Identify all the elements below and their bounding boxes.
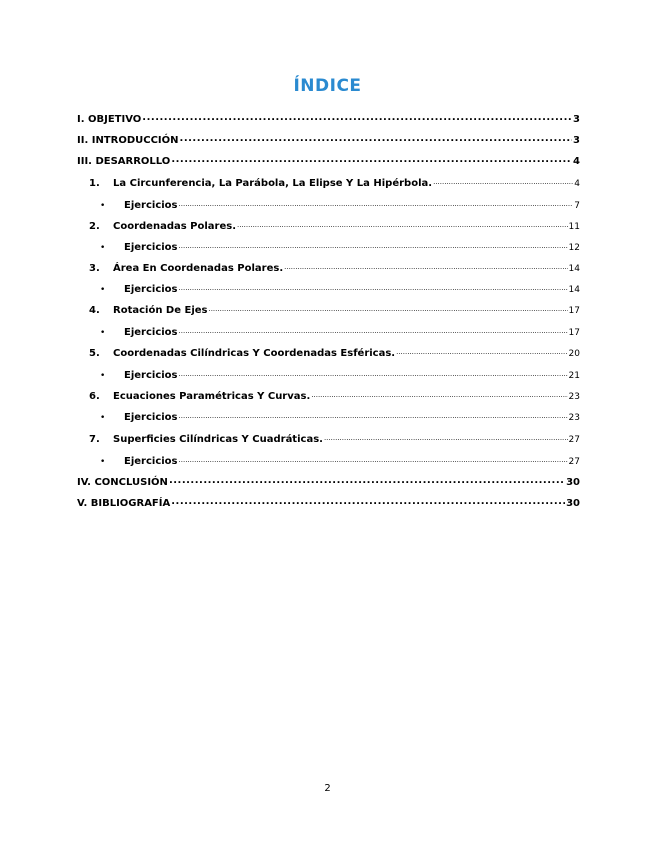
toc-dot-leader [142,112,572,123]
toc-page-number: 12 [568,243,580,253]
toc-dot-leader [324,432,568,443]
toc-page-number: 23 [568,413,580,423]
toc-page-number: 30 [566,498,580,509]
page-number: 2 [324,783,331,794]
toc-entry-introduccion[interactable] [77,135,580,151]
toc-entry-label: Ejercicios [124,327,178,338]
toc-dot-leader [179,325,568,336]
toc-entry-label: La Circunferencia, La Parábola, La Elipse Y La Hipérbola. [113,178,433,189]
toc-dot-leader [311,389,567,400]
toc-entry-label: Superficies Cilíndricas Y Cuadráticas. [113,434,323,445]
toc-entry-ejercicios-1[interactable] [77,200,580,216]
toc-entry-section-4[interactable] [77,305,580,321]
toc-page-number: 11 [568,222,580,232]
toc-dot-leader [179,240,568,251]
toc-dot-leader [179,282,568,293]
toc-entry-number: 4. [89,305,100,316]
bullet-icon: • [100,243,106,253]
toc-entry-section-3[interactable] [77,263,580,279]
toc-entry-objetivo[interactable] [77,114,580,130]
toc-entry-label: Ejercicios [124,242,178,253]
toc-dot-leader [284,261,567,272]
bullet-icon: • [100,457,106,467]
toc-page-number: 3 [573,135,580,146]
toc-entry-label: Rotación De Ejes [113,305,208,316]
toc-entry-number: 1. [89,178,100,189]
toc-page-number: 30 [566,477,580,488]
toc-page-number: 7 [574,201,580,211]
toc-dot-leader [179,454,568,465]
toc-entry-section-6[interactable] [77,391,580,407]
toc-entry-section-7[interactable] [77,434,580,450]
toc-dot-leader [433,176,573,187]
toc-entry-label: IV. CONCLUSIÓN [77,477,168,488]
toc-entry-section-1[interactable] [77,178,580,194]
toc-page-number: 14 [568,264,580,274]
toc-entry-ejercicios-4[interactable] [77,327,580,343]
toc-entry-ejercicios-2[interactable] [77,242,580,258]
toc-page-number: 4 [574,179,580,189]
toc-entry-number: 2. [89,221,100,232]
toc-entry-desarrollo[interactable] [77,156,580,172]
toc-entry-conclusion[interactable] [77,477,580,493]
toc-entry-label: Área En Coordenadas Polares. [113,263,284,274]
toc-dot-leader [171,496,565,507]
toc-page-number: 17 [568,328,580,338]
toc-entry-label: Ejercicios [124,412,178,423]
toc-entry-label: Ejercicios [124,284,178,295]
toc-page-number: 20 [568,349,580,359]
toc-entry-label: III. DESARROLLO [77,156,171,167]
bullet-icon: • [100,328,106,338]
toc-entry-ejercicios-3[interactable] [77,284,580,300]
toc-entry-number: 7. [89,434,100,445]
toc-entry-ejercicios-6[interactable] [77,412,580,428]
toc-dot-leader [171,154,572,165]
toc-dot-leader [208,303,567,314]
toc-page-number: 23 [568,392,580,402]
toc-entry-number: 5. [89,348,100,359]
toc-entry-section-5[interactable] [77,348,580,364]
bullet-icon: • [100,413,106,423]
toc-entry-label: V. BIBLIOGRAFÍA [77,498,171,509]
toc-entry-label: Ecuaciones Paramétricas Y Curvas. [113,391,311,402]
toc-dot-leader [396,346,567,357]
toc-entry-number: 6. [89,391,100,402]
toc-page-number: 27 [568,435,580,445]
toc-entry-label: Coordenadas Cilíndricas Y Coordenadas Esféricas. [113,348,396,359]
toc-entry-label: Coordenadas Polares. [113,221,236,232]
bullet-icon: • [100,285,106,295]
toc-page-number: 4 [573,156,580,167]
page-title: ÍNDICE [293,76,362,96]
toc-entry-section-2[interactable] [77,221,580,237]
bullet-icon: • [100,201,106,211]
toc-dot-leader [237,219,568,230]
toc-dot-leader [169,475,565,486]
toc-dot-leader [179,410,568,421]
toc-entry-label: I. OBJETIVO [77,114,142,125]
toc-page-number: 21 [568,371,580,381]
toc-page-number: 14 [568,285,580,295]
toc-entry-ejercicios-7[interactable] [77,456,580,472]
bullet-icon: • [100,371,106,381]
toc-page-number: 27 [568,457,580,467]
toc-dot-leader [179,198,574,209]
toc-entry-ejercicios-5[interactable] [77,370,580,386]
toc-entry-label: Ejercicios [124,370,178,381]
toc-page-number: 17 [568,306,580,316]
toc-entry-bibliografia[interactable] [77,498,580,514]
toc-entry-label: Ejercicios [124,456,178,467]
toc-entry-label: II. INTRODUCCIÓN [77,135,179,146]
toc-dot-leader [179,368,568,379]
toc-entry-label: Ejercicios [124,200,178,211]
toc-page-number: 3 [573,114,580,125]
toc-entry-number: 3. [89,263,100,274]
toc-dot-leader [180,133,573,144]
